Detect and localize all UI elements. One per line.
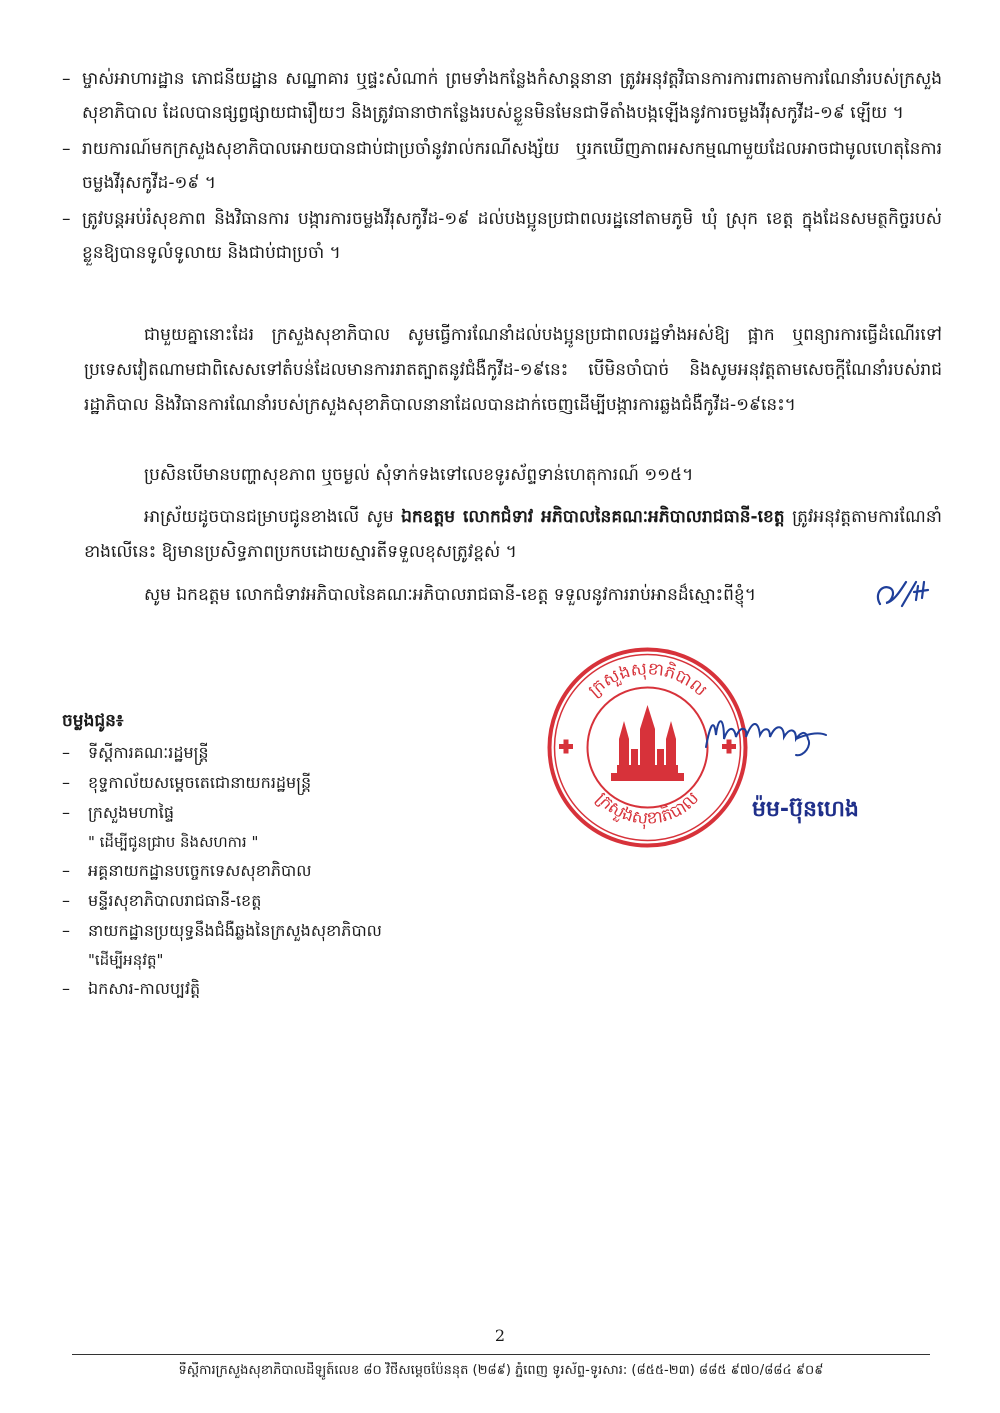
cc-item <box>62 798 542 828</box>
signer-name: ម៉ម-ប៊ុនហេង <box>752 797 859 822</box>
paragraph-advice: ជាមួយគ្នានោះដែរ ក្រសួងសុខាភិបាល សូមធ្វើការណែនាំដល់បងប្អូនប្រជាពលរដ្ឋទាំងអស់ឱ្យ ផ្អាក ឬពន្យារការធ្វើដំណើរទៅប្រទេសវៀតណាមជាពិសេសទៅតំបន់ដែលមានការរាតត្បាតនូវជំងឺកូវីដ-១៩នេះ បើមិនចាំបាច់ និងសូមអនុវត្តតាមសេចក្តីណែនាំរបស់រាជរដ្ឋាភិបាល និងវិធានការណែនាំរបស់ក្រសួងសុខាភិបាលនានាដែលបានដាក់ចេញដើម្បីបង្ការការឆ្លងជំងឺកូវីដ-១៩នេះ។ <box>84 325 942 415</box>
cc-item-text: ខុទ្ទកាល័យសម្តេចតេជោនាយករដ្ឋមន្ត្រី <box>88 773 312 792</box>
cc-subnote: "ដើម្បីអនុវត្ត" <box>88 951 164 969</box>
bullet-item <box>62 132 942 200</box>
footer-divider <box>72 1354 930 1355</box>
paragraph-closing: សូម ឯកឧត្តម លោកជំទាវអភិបាលនៃគណៈអភិបាលរាជធានី-ខេត្ត ទទួលនូវការរាប់អានដ៏ស្មោះពីខ្ញុំ។ <box>144 585 756 605</box>
cc-item-text: មន្ទីរសុខាភិបាលរាជធានី-ខេត្ត <box>88 891 262 910</box>
seal-bottom-text: ក្រសួងសុខាភិបាល <box>591 788 704 829</box>
cc-item-text: ឯកសារ-កាលប្បវត្តិ <box>88 979 201 998</box>
angkor-temple-icon <box>611 705 684 781</box>
cc-item-text: អគ្គនាយកដ្ឋានបច្ចេកទេសសុខាភិបាល <box>88 861 312 880</box>
dash-marker: – <box>62 743 70 762</box>
cc-item-text: ទីស្តីការគណៈរដ្ឋមន្ត្រី <box>88 743 209 762</box>
dash-marker: – <box>62 979 70 998</box>
dash-marker: – <box>62 891 70 910</box>
bullet-item <box>62 62 942 130</box>
seal-top-text: ក្រសួងសុខាភិបាល <box>584 659 711 701</box>
bullet-text: ម្ចាស់អាហារដ្ឋាន ភោជនីយដ្ឋាន សណ្ឋាគារ ឬផ្ទះសំណាក់ ព្រមទាំងកន្លែងកំសាន្តនានា ត្រូវអនុវត្តវិធានការការពារតាមការណែនាំរបស់ក្រសួងសុខាភិបាល ដែលបានផ្សព្វផ្សាយជារឿយៗ និងត្រូវធានាថាកន្លែងរបស់ខ្លួនមិនមែនជាទីតាំងបង្កឡើងនូវការចម្លងវីរុសកូវីដ-១៩ ឡើយ ។ <box>82 69 942 123</box>
handwritten-signature <box>700 705 830 765</box>
paragraph-instruction <box>84 500 942 570</box>
cc-item-text: នាយកដ្ឋានប្រយុទ្ធនឹងជំងឺឆ្លងនៃក្រសួងសុខាភិបាល <box>88 921 382 940</box>
footer-address: ទីស្តីការក្រសួងសុខាភិបាលដីឡូត៍លេខ ៨០ វិថីសម្តេចប៉ែននុត (២៨៩) ភ្នំពេញ ទូរស័ព្ទ-ទូរសារ: (៨៥៥-២៣) ៨៨៥ ៩៧០/៨៨៤ ៩០៩ <box>178 1363 824 1378</box>
paragraph-hotline: ប្រសិនបើមានបញ្ហាសុខភាព ឬចម្ងល់ សុំទាក់ទងទៅលេខទូរស័ព្ទទាន់ហេតុការណ៍ ១១៥។ <box>144 465 694 485</box>
dash-marker: – <box>62 803 70 822</box>
cc-item <box>62 886 542 916</box>
instruction-text-c: ត្រូវអនុវត្តតាមការណែនាំខាងលើនេះ ឱ្យមានប្រសិទ្ធភាពប្រកបដោយស្មារតីទទួលខុសត្រូវខ្ពស់ ។ <box>84 507 942 562</box>
dash-marker: – <box>62 209 71 229</box>
cc-subnote: " ដើម្បីជូនជ្រាប និងសហការ " <box>88 833 259 851</box>
instruction-text-a: អាស្រ័យដូចបានជម្រាបជូនខាងលើ សូម <box>144 507 402 527</box>
dash-marker: – <box>62 861 70 880</box>
dash-marker: – <box>62 69 71 89</box>
instruction-addressee: ឯកឧត្តម លោកជំទាវ អភិបាលនៃគណៈអភិបាលរាជធានី-ខេត្ត <box>401 507 785 527</box>
bullet-text: ត្រូវបន្តអប់រំសុខភាព និងវិធានការ បង្ការការចម្លងវីរុសកូវីដ-១៩ ដល់បងប្អូនប្រជាពលរដ្ឋនៅតាមភូមិ ឃុំ ស្រុក ខេត្ត ក្នុងដែនសមត្ថកិច្ចរបស់ខ្លួនឱ្យបានទូលំទូលាយ និងជាប់ជាប្រចាំ ។ <box>82 209 942 263</box>
bullet-item <box>62 202 942 270</box>
handwritten-initial-mark <box>872 576 942 616</box>
cc-item <box>62 738 542 768</box>
bullet-text: រាយការណ៍មកក្រសួងសុខាភិបាលអោយបានជាប់ជាប្រចាំនូវរាល់ករណីសង្ស័យ ឬរកឃើញភាពអសកម្មណាមួយដែលអាចជាមូលហេតុនៃការចម្លងវីរុសកូវីដ-១៩ ។ <box>82 139 942 193</box>
dash-marker: – <box>62 139 71 159</box>
bullet-list <box>62 62 942 272</box>
page-number: 2 <box>494 1326 506 1345</box>
cc-item <box>62 856 542 886</box>
cc-title: ចម្លងជូន៖ <box>62 711 124 731</box>
cc-item <box>62 974 542 1004</box>
dash-marker: – <box>62 921 70 940</box>
cc-item <box>62 768 542 798</box>
dash-marker: – <box>62 773 70 792</box>
cc-item-text: ក្រសួងមហាផ្ទៃ <box>88 803 175 822</box>
cc-item <box>62 916 542 946</box>
cc-list <box>62 738 542 1004</box>
